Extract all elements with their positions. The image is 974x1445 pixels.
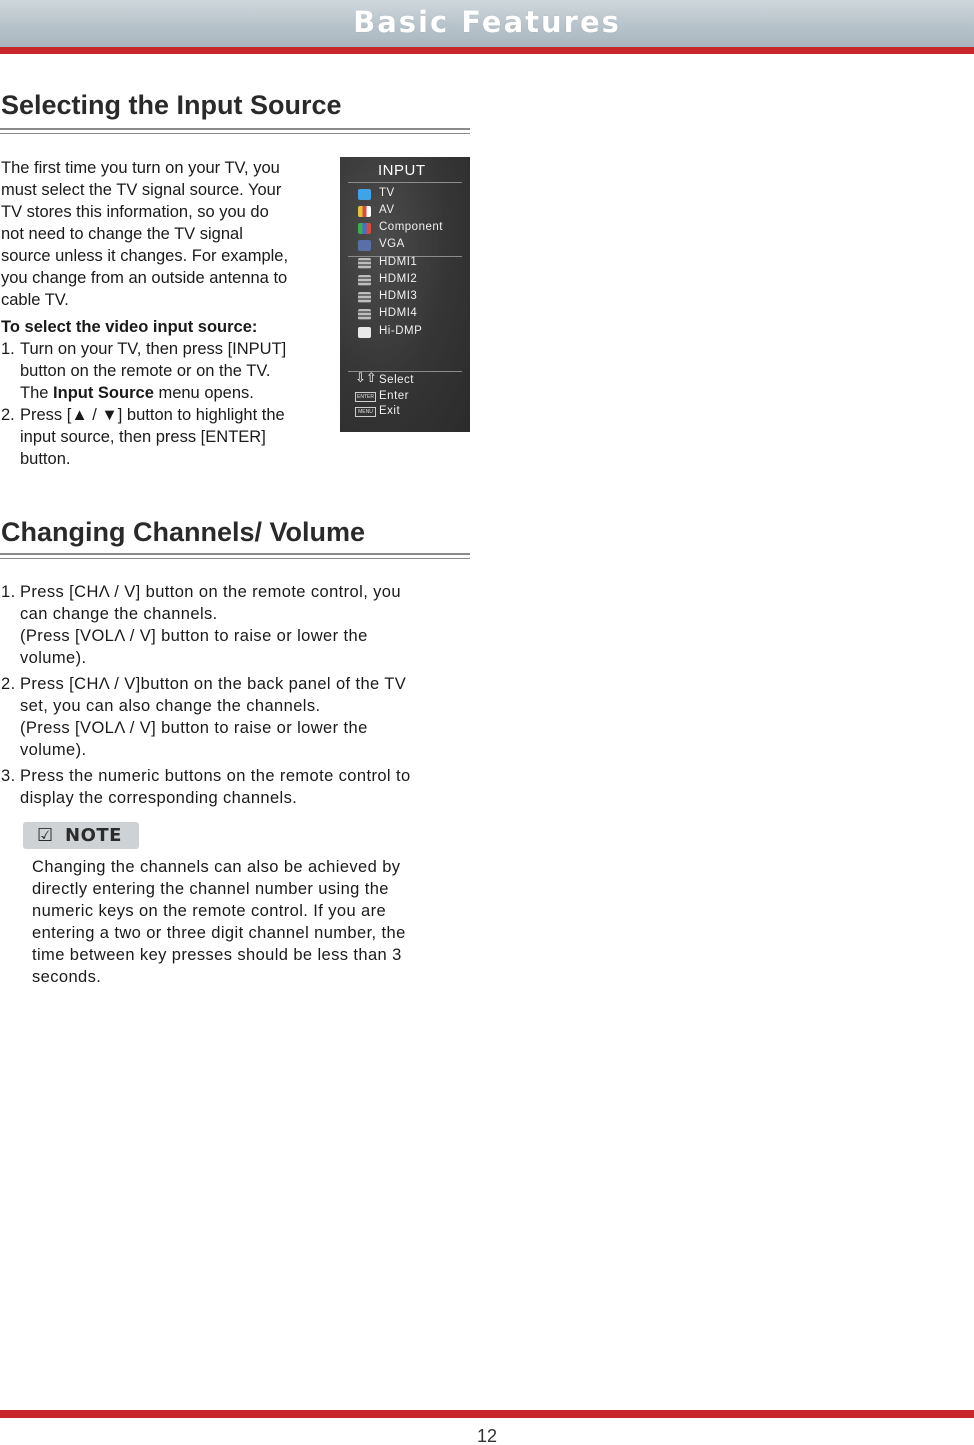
step-text: menu opens. (153, 384, 254, 402)
menu-item-hdmi4 (358, 306, 468, 323)
note-line: Changing the channels can also be achieved by (32, 858, 401, 876)
section-title-input-source: Selecting the Input Source (1, 90, 342, 120)
vga-icon (358, 240, 371, 251)
menu-item-label: HDMI2 (379, 273, 418, 285)
intro-line: TV stores this information, so you do (1, 203, 269, 221)
step-line: volume). (20, 649, 87, 667)
intro-line: source unless it changes. For example, (1, 247, 289, 265)
step-line: (Press [VOLΛ / V] button to raise or lower the (20, 719, 368, 737)
page-header-title: Basic Features (353, 5, 621, 39)
hdmi-icon (358, 258, 371, 269)
note-line: seconds. (32, 968, 102, 986)
menu-divider (348, 182, 462, 183)
note-line: directly entering the channel number using the (32, 880, 389, 898)
step-line: button. (20, 450, 71, 468)
menu-item-label: Hi-DMP (379, 325, 423, 337)
component-icon (358, 223, 371, 234)
menu-item-label: AV (379, 204, 395, 216)
checkbox-pencil-icon: ☑ (37, 825, 54, 846)
page-number: 12 (476, 1426, 498, 1445)
step-text: The (20, 384, 54, 402)
up-down-arrow-icon: ⇩⇧ (355, 371, 377, 386)
menu-item-label: HDMI4 (379, 307, 418, 319)
help-label: Exit (379, 405, 401, 417)
subheading: To select the video input source: (1, 318, 258, 336)
note-label: NOTE (65, 825, 122, 846)
menu-item-label: VGA (379, 238, 405, 250)
footer-divider (0, 1410, 974, 1418)
usb-icon (358, 327, 371, 338)
menu-item-label: Component (379, 221, 443, 233)
step-line: Press the numeric buttons on the remote control to (20, 767, 411, 785)
help-label: Select (379, 374, 414, 386)
menu-item-hdmi2 (358, 272, 468, 289)
menu-item-component (358, 220, 468, 237)
header-divider (0, 47, 974, 54)
menu-item-av (358, 203, 468, 220)
help-exit (355, 405, 465, 420)
menu-item-label: TV (379, 187, 395, 199)
step-number: 3. (1, 767, 16, 785)
note-tag (23, 822, 139, 849)
note-text (32, 856, 462, 988)
section-rule (0, 128, 470, 134)
note-line: time between key presses should be less than 3 (32, 946, 402, 964)
step-line: input source, then press [ENTER] (20, 428, 266, 446)
menu-item-hi-dmp (358, 324, 468, 341)
menu-item-tv (358, 186, 468, 203)
note-line: entering a two or three digit channel number, the (32, 924, 406, 942)
step-line: (Press [VOLΛ / V] button to raise or lower the (20, 627, 368, 645)
step-line: volume). (20, 741, 87, 759)
intro-line: The first time you turn on your TV, you (1, 159, 280, 177)
help-enter (355, 390, 465, 405)
menu-item-label: HDMI1 (379, 256, 418, 268)
menu-item-hdmi3 (358, 289, 468, 306)
step-number: 2. (1, 406, 15, 424)
step-line: Press [CHΛ / V]button on the back panel of the TV (20, 675, 407, 693)
menu-item-hdmi1 (358, 255, 468, 272)
menu-item-label: HDMI3 (379, 290, 418, 302)
step-number: 2. (1, 675, 16, 693)
section-title-channels-volume: Changing Channels/ Volume (1, 517, 366, 547)
input-menu-title: INPUT (378, 162, 426, 179)
step-line: can change the channels. (20, 605, 218, 623)
intro-line: must select the TV signal source. Your (1, 181, 282, 199)
help-label: Enter (379, 390, 409, 402)
hdmi-icon (358, 292, 371, 303)
note-line: numeric keys on the remote control. If you are (32, 902, 387, 920)
help-select (355, 371, 465, 389)
step-line: set, you can also change the channels. (20, 697, 321, 715)
menu-key-icon: MENU (355, 407, 376, 417)
intro-line: cable TV. (1, 291, 69, 309)
step-line: button on the remote or on the TV. (20, 362, 271, 380)
input-menu-screenshot (340, 157, 470, 432)
step-number: 1. (1, 583, 16, 601)
tv-icon (358, 189, 371, 200)
step-line: Press [▲ / ▼] button to highlight the (20, 406, 285, 424)
hdmi-icon (358, 275, 371, 286)
step-line: Turn on your TV, then press [INPUT] (20, 340, 287, 358)
step-line: display the corresponding channels. (20, 789, 298, 807)
step-line (20, 382, 254, 404)
menu-name: Input Source (53, 384, 154, 402)
hdmi-icon (358, 309, 371, 320)
intro-line: not need to change the TV signal (1, 225, 243, 243)
section-rule (0, 553, 470, 559)
intro-line: you change from an outside antenna to (1, 269, 288, 287)
step-line: Press [CHΛ / V] button on the remote control, you (20, 583, 401, 601)
step-number: 1. (1, 340, 15, 358)
av-icon (358, 206, 371, 217)
enter-key-icon: ENTER (355, 392, 376, 402)
menu-item-vga (358, 237, 468, 254)
